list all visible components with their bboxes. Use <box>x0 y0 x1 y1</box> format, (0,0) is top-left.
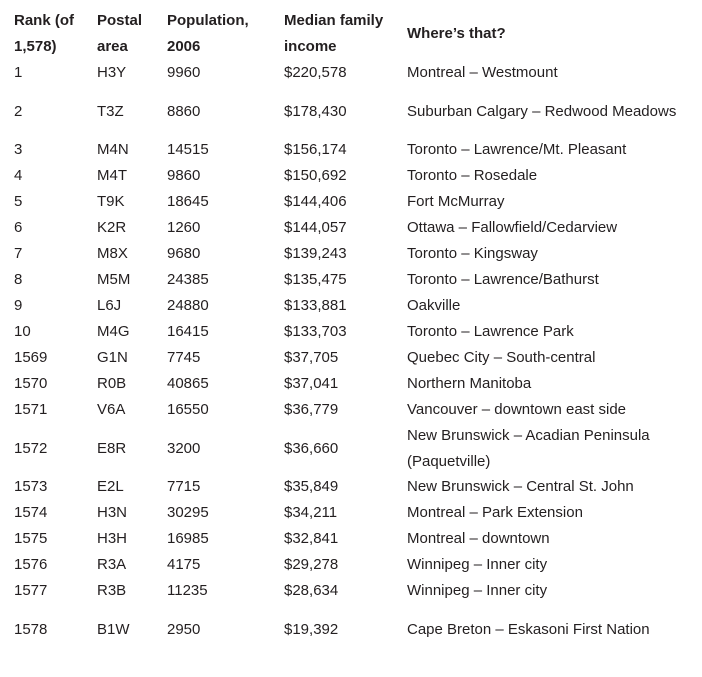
cell-where: Fort McMurray <box>407 193 505 211</box>
header-median-income: Median family income <box>284 12 384 55</box>
cell-median-income: $37,705 <box>284 349 339 367</box>
table-row <box>14 578 697 604</box>
cell-population: 9960 <box>167 64 201 82</box>
table-row <box>14 500 697 526</box>
cell-median-income: $156,174 <box>284 141 347 159</box>
cell-where: Toronto – Kingsway <box>407 245 538 263</box>
cell-population: 8860 <box>167 102 201 120</box>
cell-population: 4175 <box>167 556 201 574</box>
cell-postal-area: M4T <box>97 167 127 185</box>
cell-rank: 8 <box>14 271 23 289</box>
cell-median-income: $220,578 <box>284 64 347 82</box>
cell-median-income: $37,041 <box>284 375 339 393</box>
cell-population: 24880 <box>167 297 209 315</box>
cell-rank: 1577 <box>14 582 48 600</box>
cell-where: Montreal – Park Extension <box>407 504 583 522</box>
cell-rank: 6 <box>14 219 23 237</box>
cell-postal-area: L6J <box>97 297 122 315</box>
cell-population: 14515 <box>167 141 209 159</box>
cell-rank: 1578 <box>14 620 48 638</box>
cell-postal-area: R0B <box>97 375 127 393</box>
cell-where: Vancouver – downtown east side <box>407 401 627 419</box>
header-postal-area: Postal area <box>97 12 143 55</box>
cell-rank: 5 <box>14 193 23 211</box>
cell-population: 16415 <box>167 323 209 341</box>
table-row <box>14 137 697 163</box>
header-rank: Rank (of 1,578) <box>14 12 74 55</box>
cell-rank: 1571 <box>14 401 48 419</box>
cell-population: 7715 <box>167 478 201 496</box>
cell-rank: 1576 <box>14 556 48 574</box>
table-row <box>14 293 697 319</box>
cell-where: New Brunswick – Central St. John <box>407 478 634 496</box>
cell-rank: 10 <box>14 323 31 341</box>
header-where: Where’s that? <box>407 24 506 42</box>
cell-rank: 3 <box>14 141 23 159</box>
cell-rank: 1575 <box>14 530 48 548</box>
cell-postal-area: E8R <box>97 439 127 457</box>
cell-where: Montreal – downtown <box>407 530 550 548</box>
cell-median-income: $34,211 <box>284 504 338 522</box>
cell-postal-area: R3B <box>97 582 127 600</box>
cell-postal-area: H3H <box>97 530 128 548</box>
cell-where: Toronto – Lawrence/Mt. Pleasant <box>407 141 627 159</box>
cell-postal-area: G1N <box>97 349 128 367</box>
cell-population: 16550 <box>167 401 209 419</box>
cell-rank: 1569 <box>14 349 48 367</box>
cell-population: 1260 <box>167 219 201 237</box>
cell-median-income: $35,849 <box>284 478 339 496</box>
cell-where: New Brunswick – Acadian Peninsula (Paquetville) <box>407 427 650 470</box>
cell-postal-area: B1W <box>97 620 130 638</box>
cell-rank: 1574 <box>14 504 48 522</box>
cell-rank: 1573 <box>14 478 48 496</box>
cell-where: Winnipeg – Inner city <box>407 556 548 574</box>
cell-median-income: $19,392 <box>284 620 339 638</box>
cell-where: Ottawa – Fallowfield/Cedarview <box>407 219 618 237</box>
table-row <box>14 345 697 371</box>
cell-rank: 9 <box>14 297 23 315</box>
cell-rank: 1572 <box>14 439 48 457</box>
cell-where: Montreal – Westmount <box>407 64 558 82</box>
cell-where: Quebec City – South-central <box>407 349 596 367</box>
cell-rank: 1570 <box>14 375 48 393</box>
cell-rank: 7 <box>14 245 23 263</box>
table-row <box>14 215 697 241</box>
table-row <box>14 86 697 137</box>
cell-where: Suburban Calgary – Redwood Meadows <box>407 102 677 120</box>
cell-median-income: $133,703 <box>284 323 347 341</box>
cell-postal-area: M5M <box>97 271 131 289</box>
table-row <box>14 423 697 474</box>
table-row <box>14 397 697 423</box>
cell-population: 9680 <box>167 245 201 263</box>
table-row <box>14 552 697 578</box>
table-row <box>14 474 697 500</box>
header-row <box>14 8 697 60</box>
table-row <box>14 604 697 655</box>
cell-rank: 4 <box>14 167 23 185</box>
table-row <box>14 319 697 345</box>
cell-median-income: $144,406 <box>284 193 347 211</box>
cell-median-income: $139,243 <box>284 245 347 263</box>
cell-population: 3200 <box>167 439 201 457</box>
cell-population: 18645 <box>167 193 209 211</box>
cell-postal-area: R3A <box>97 556 127 574</box>
cell-where: Toronto – Lawrence Park <box>407 323 574 341</box>
cell-postal-area: T3Z <box>97 102 124 120</box>
table-row <box>14 60 697 86</box>
table-body <box>14 60 697 655</box>
cell-where: Toronto – Lawrence/Bathurst <box>407 271 599 289</box>
cell-median-income: $135,475 <box>284 271 347 289</box>
cell-postal-area: M4G <box>97 323 130 341</box>
cell-median-income: $28,634 <box>284 582 339 600</box>
cell-postal-area: V6A <box>97 401 126 419</box>
cell-postal-area: K2R <box>97 219 127 237</box>
cell-population: 16985 <box>167 530 209 548</box>
table-row <box>14 526 697 552</box>
cell-median-income: $144,057 <box>284 219 347 237</box>
cell-population: 40865 <box>167 375 209 393</box>
cell-postal-area: T9K <box>97 193 125 211</box>
cell-population: 11235 <box>167 582 208 600</box>
cell-population: 9860 <box>167 167 201 185</box>
cell-population: 30295 <box>167 504 209 522</box>
cell-median-income: $150,692 <box>284 167 347 185</box>
header-population: Population, 2006 <box>167 12 249 55</box>
cell-where: Oakville <box>407 297 461 315</box>
table-row <box>14 189 697 215</box>
cell-median-income: $32,841 <box>284 530 339 548</box>
cell-postal-area: M4N <box>97 141 129 159</box>
cell-where: Winnipeg – Inner city <box>407 582 548 600</box>
table-row <box>14 241 697 267</box>
cell-median-income: $178,430 <box>284 102 347 120</box>
cell-median-income: $29,278 <box>284 556 339 574</box>
table-row <box>14 267 697 293</box>
cell-postal-area: M8X <box>97 245 128 263</box>
table-row <box>14 163 697 189</box>
income-table <box>14 8 697 655</box>
cell-population: 24385 <box>167 271 209 289</box>
cell-postal-area: H3N <box>97 504 128 522</box>
cell-where: Toronto – Rosedale <box>407 167 538 185</box>
cell-where: Cape Breton – Eskasoni First Nation <box>407 620 650 638</box>
cell-population: 7745 <box>167 349 201 367</box>
cell-median-income: $133,881 <box>284 297 347 315</box>
cell-median-income: $36,779 <box>284 401 339 419</box>
cell-rank: 2 <box>14 102 23 120</box>
cell-postal-area: E2L <box>97 478 124 496</box>
table-row <box>14 371 697 397</box>
cell-median-income: $36,660 <box>284 439 339 457</box>
cell-population: 2950 <box>167 620 201 638</box>
cell-rank: 1 <box>14 64 23 82</box>
cell-where: Northern Manitoba <box>407 375 532 393</box>
cell-postal-area: H3Y <box>97 64 127 82</box>
table-header <box>14 8 697 60</box>
